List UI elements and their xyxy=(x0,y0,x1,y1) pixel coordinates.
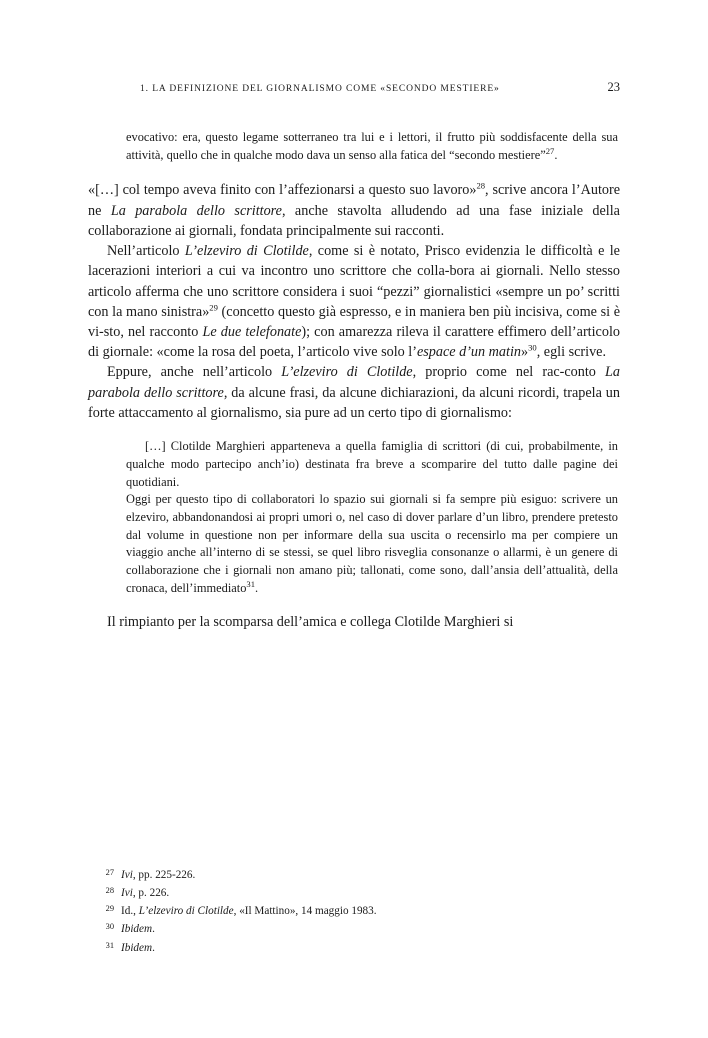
footnote-item xyxy=(88,884,620,902)
footnotes-section xyxy=(88,866,620,957)
footnote-text: Ivi, pp. 225-226. xyxy=(121,869,196,881)
footnote-text: Ibidem. xyxy=(121,923,155,936)
paragraph-3: Eppure, anche nell’articolo L’elzeviro di Clotilde, proprio come nel rac-conto La parabola dello scrittore, da alcune frasi, da alcune dichiarazioni, da alcuni ricordi, trapela un forte attaccamento al giornalismo, sia pure ad un certo tipo di giornalismo: xyxy=(88,364,620,421)
block-quote-1: […] Clotilde Marghieri apparteneva a quella famiglia di scrittori (di cui, probabilmente, in qualche modo partecipo anch’io) destinata fra breve a scomparire del tutto dalle pagine dei quotidiani. xyxy=(126,439,618,489)
running-head-title: 1. LA DEFINIZIONE DEL GIORNALISMO COME «SECONDO MESTIERE» xyxy=(140,84,500,94)
footnote-number: 27 xyxy=(105,868,114,877)
footnote-ref-30: 30 xyxy=(528,342,537,353)
work-title-elzeviro-1: L’elzeviro di Clotilde xyxy=(184,243,309,260)
work-title-telefonate: Le due telefonate xyxy=(202,323,302,340)
footnote-number: 31 xyxy=(105,940,114,950)
footnote-ref-27: 27 xyxy=(545,145,555,156)
work-title-elzeviro-2: L’elzeviro di Clotilde xyxy=(281,364,413,381)
work-title-parabola: La parabola dello scrittore xyxy=(110,202,282,219)
work-title-parabola-2: La parabola dello scrittore xyxy=(88,364,620,401)
footnote-item xyxy=(88,902,620,920)
footnote-text: Ivi, p. 226. xyxy=(121,887,170,900)
footnote-number: 30 xyxy=(105,922,114,932)
footnote-item xyxy=(88,866,620,884)
footnote-item xyxy=(88,939,620,957)
page-number: 23 xyxy=(607,80,620,94)
paragraph-1: «[…] col tempo aveva finito con l’affezionarsi a questo suo lavoro»$^{28}$, scrive ancora l’Autore ne La parabola dello scrittore, anche stavolta alludendo ad una fase iniziale della collaborazione ai giornali, fondata principalmente sui racconti. xyxy=(88,180,620,239)
footnote-item xyxy=(88,920,620,938)
block-quote-2: Oggi per questo tipo di collaboratori lo spazio sui giornali si fa sempre più esiguo: scrivere un elzeviro, abbandonandosi ai propri umori o, nel caso di dover parlare d’un libro, prendere pretesto dal volume in questione non per informare della sua uscita o recensirlo ma per compiere un viaggio anche all’interno di se stessi, se quel libro risveglia consonanze o allarmi, è un genere di collaborazione che i giornali non amano più; tallonati, come sono, dall’ansia dell’attualità, della cronaca, dell’immediato$^{31}$. xyxy=(126,492,618,595)
footnote-number: 28 xyxy=(105,886,114,896)
footnote-text: Id., L’elzeviro di Clotilde, «Il Mattino», 14 maggio 1983. xyxy=(121,905,377,918)
page-content xyxy=(88,80,620,632)
phrase-espace: espace d’un matin xyxy=(416,344,521,361)
footnote-text: Ibidem. xyxy=(121,941,155,954)
running-head xyxy=(88,80,620,95)
footnote-ref-31: 31 xyxy=(246,578,256,589)
footnote-number: 29 xyxy=(105,904,114,914)
footnote-ref-28: 28 xyxy=(476,180,486,191)
paragraph-2: Nell’articolo L’elzeviro di Clotilde, come si è notato, Prisco evidenzia le difficoltà e le lacerazioni interiori a cui va incontro uno scrittore che colla-bora ai giornali. Nello stesso articolo afferma che uno scrittore considera i suoi “pezzi” giornalistici «sempre un po’ scritti con la mano sinistra»$^{29}$ (concetto questo già espresso, e in maniera ben più incisiva, come si è vi-sto, nel racconto Le due telefonate); con amarezza rileva il carattere effimero dell’articolo di giornale: «come la rosa del poeta, l’articolo vive solo l’espace d’un matin»$^{30}$, egli scrive. xyxy=(88,243,620,361)
block-quote-top: evocativo: era, questo legame sotterraneo tra lui e i lettori, il frutto più soddisfacente della sua attività, quello che in qualche modo dava un senso alla fatica del “secondo mestiere”$^{27}$. xyxy=(126,130,618,162)
footnote-ref-29: 29 xyxy=(209,302,218,313)
paragraph-4: Il rimpianto per la scomparsa dell’amica e collega Clotilde Marghieri si xyxy=(107,614,514,631)
